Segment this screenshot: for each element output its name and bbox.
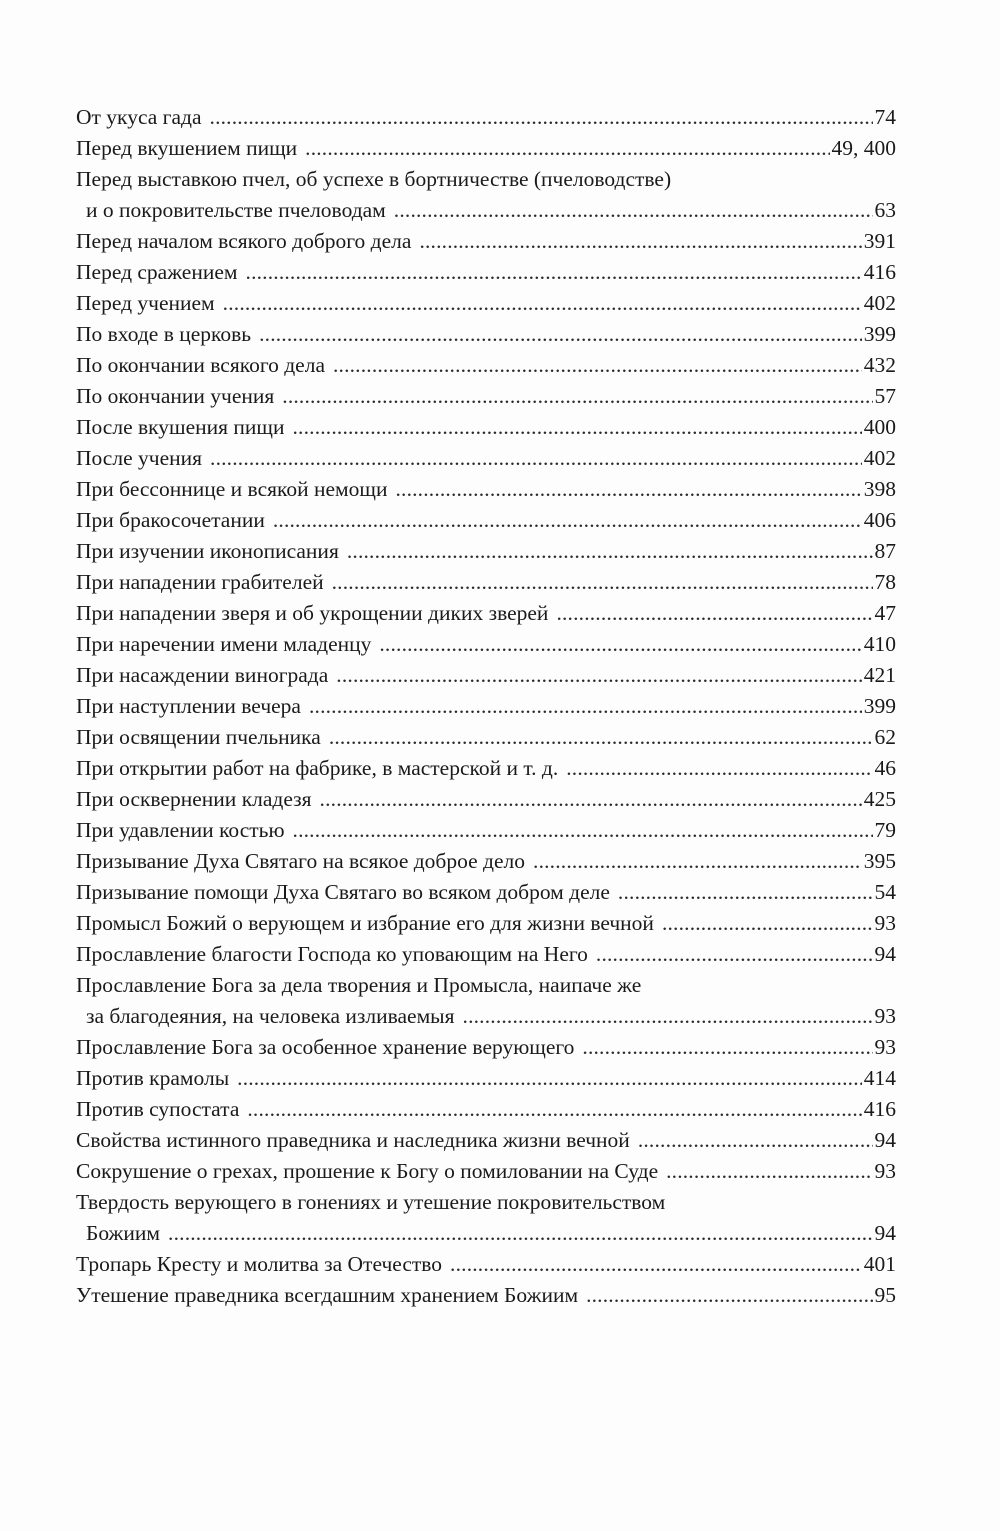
- dot-leader: [662, 908, 873, 939]
- page-number: 54: [874, 880, 896, 904]
- dot-leader: [309, 691, 862, 722]
- page-number: 79: [874, 818, 896, 842]
- dot-leader: [336, 660, 861, 691]
- page-number: 94: [874, 1221, 896, 1245]
- page-number: 399: [863, 322, 896, 346]
- toc-entry-row: [76, 939, 896, 970]
- page-number: 398: [863, 477, 896, 501]
- toc-entry: [76, 970, 896, 1032]
- page-number: 432: [863, 353, 896, 377]
- toc-entry-title-line: При наступлении вечера: [76, 694, 301, 718]
- page-number: 74: [874, 105, 896, 129]
- dot-leader: [223, 288, 862, 319]
- dot-leader: [463, 1001, 873, 1032]
- page-number: 94: [874, 942, 896, 966]
- page-number: 425: [863, 787, 896, 811]
- toc-entry-title-line: При бракосочетании: [76, 508, 265, 532]
- dot-leader: [282, 381, 872, 412]
- page-number: 46: [874, 756, 896, 780]
- toc-entry-row: [76, 1218, 896, 1249]
- page-number: 400: [863, 415, 896, 439]
- dot-leader: [168, 1218, 872, 1249]
- toc-entry-row: [76, 1094, 896, 1125]
- toc-entry-title-line: Перед сражением: [76, 260, 238, 284]
- page-number: 47: [874, 601, 896, 625]
- toc-entry-title-line: При наречении имени младенцу: [76, 632, 372, 656]
- page-number: 49, 400: [831, 136, 896, 160]
- toc-entry-title-line: После учения: [76, 446, 203, 470]
- toc-entry: [76, 1156, 896, 1187]
- toc-entry: [76, 846, 896, 877]
- toc-entry-title-line: Перед выставкою пчел, об успехе в бортничестве (пчеловодстве): [76, 167, 672, 191]
- dot-leader: [320, 784, 862, 815]
- dot-leader: [210, 443, 862, 474]
- dot-leader: [333, 350, 862, 381]
- toc-entry-row: [76, 567, 896, 598]
- toc-entry: [76, 474, 896, 505]
- toc-entry: [76, 288, 896, 319]
- toc-entry: [76, 660, 896, 691]
- toc-entry-row: [76, 1280, 896, 1311]
- toc-entry: [76, 505, 896, 536]
- toc-entry: [76, 722, 896, 753]
- toc-entry: [76, 319, 896, 350]
- page-number: 401: [863, 1252, 896, 1276]
- toc-entry-title-line: При изучении иконописания: [76, 539, 339, 563]
- page-number: 78: [874, 570, 896, 594]
- toc-entry-row: [76, 1156, 896, 1187]
- toc-entry-row: [76, 257, 896, 288]
- dot-leader: [394, 195, 873, 226]
- toc-entry-title-line: По окончании учения: [76, 384, 275, 408]
- toc-entry-row: [76, 877, 896, 908]
- toc-entry-row: [76, 474, 896, 505]
- toc-entry-row: [76, 536, 896, 567]
- dot-leader: [347, 536, 873, 567]
- table-of-contents: [76, 102, 896, 1311]
- toc-entry-title-line: При нападении грабителей: [76, 570, 324, 594]
- toc-entry: [76, 753, 896, 784]
- toc-entry-row: [76, 1063, 896, 1094]
- dot-leader: [556, 598, 872, 629]
- toc-entry: [76, 691, 896, 722]
- dot-leader: [210, 102, 873, 133]
- toc-entry: [76, 1125, 896, 1156]
- toc-entry-row: [76, 195, 896, 226]
- toc-entry-row: [76, 505, 896, 536]
- toc-entry-row: [76, 629, 896, 660]
- toc-entry: [76, 536, 896, 567]
- toc-entry-title-line: Призывание помощи Духа Святаго во всяком добром деле: [76, 880, 610, 904]
- dot-leader: [596, 939, 873, 970]
- toc-entry-title-line: При нападении зверя и об укрощении диких зверей: [76, 601, 549, 625]
- toc-entry-title-line: Промысл Божий о верующем и избрание его для жизни вечной: [76, 911, 654, 935]
- toc-entry-title-line: Против супостата: [76, 1097, 240, 1121]
- toc-entry-row: [76, 598, 896, 629]
- dot-leader: [666, 1156, 872, 1187]
- toc-entry-row: [76, 1001, 896, 1032]
- page-number: 93: [874, 911, 896, 935]
- toc-entry-title-line: Перед учением: [76, 291, 215, 315]
- toc-entry-title-line: Прославление Бога за особенное хранение верующего: [76, 1035, 575, 1059]
- toc-entry: [76, 164, 896, 226]
- page-number: 63: [874, 198, 896, 222]
- dot-leader: [618, 877, 873, 908]
- toc-entry: [76, 257, 896, 288]
- toc-entry: [76, 939, 896, 970]
- toc-entry-title-line: Прославление Бога за дела творения и Промысла, наипаче же: [76, 973, 642, 997]
- toc-entry-title-line: Прославление благости Господа ко уповающим на Него: [76, 942, 588, 966]
- toc-entry-row: [76, 133, 896, 164]
- dot-leader: [582, 1032, 872, 1063]
- toc-entry: [76, 381, 896, 412]
- toc-entry-title-line: Свойства истинного праведника и наследника жизни вечной: [76, 1128, 630, 1152]
- toc-entry: [76, 1094, 896, 1125]
- toc-entry-row: [76, 319, 896, 350]
- toc-entry-title-line: При удавлении костью: [76, 818, 285, 842]
- toc-entry-title-line: По входе в церковь: [76, 322, 252, 346]
- dot-leader: [293, 815, 873, 846]
- toc-entry: [76, 1032, 896, 1063]
- dot-leader: [247, 1094, 861, 1125]
- toc-entry-row: [76, 443, 896, 474]
- toc-entry-title-line: По окончании всякого дела: [76, 353, 325, 377]
- toc-entry: [76, 1187, 896, 1249]
- page-number: 93: [874, 1035, 896, 1059]
- toc-entry: [76, 1063, 896, 1094]
- dot-leader: [419, 226, 861, 257]
- toc-entry: [76, 1280, 896, 1311]
- toc-entry-title-line: Твердость верующего в гонениях и утешение покровительством: [76, 1190, 666, 1214]
- dot-leader: [395, 474, 861, 505]
- page-number: 93: [874, 1004, 896, 1028]
- dot-leader: [305, 133, 829, 164]
- page-number: 402: [863, 446, 896, 470]
- toc-entry-title-line: При бессоннице и всякой немощи: [76, 477, 388, 501]
- page-number: 87: [874, 539, 896, 563]
- page-number: 402: [863, 291, 896, 315]
- toc-entry: [76, 350, 896, 381]
- toc-entry-title-line: При насаждении винограда: [76, 663, 329, 687]
- dot-leader: [638, 1125, 873, 1156]
- page-number: 62: [874, 725, 896, 749]
- dot-leader: [379, 629, 861, 660]
- toc-entry-row: [76, 846, 896, 877]
- dot-leader: [586, 1280, 872, 1311]
- dot-leader: [533, 846, 862, 877]
- toc-entry-row: [76, 815, 896, 846]
- toc-entry: [76, 412, 896, 443]
- toc-entry: [76, 567, 896, 598]
- toc-entry-title-line: и о покровительстве пчеловодам: [86, 198, 386, 222]
- page-number: 93: [874, 1159, 896, 1183]
- page-number: 391: [863, 229, 896, 253]
- toc-entry: [76, 443, 896, 474]
- page-number: 399: [863, 694, 896, 718]
- toc-entry-row: [76, 288, 896, 319]
- toc-entry-row: [76, 350, 896, 381]
- dot-leader: [329, 722, 873, 753]
- toc-entry-title-line: При открытии работ на фабрике, в мастерской и т. д.: [76, 756, 559, 780]
- toc-entry-row: [76, 412, 896, 443]
- toc-entry: [76, 908, 896, 939]
- toc-entry-row: [76, 1032, 896, 1063]
- toc-entry: [76, 1249, 896, 1280]
- toc-entry-title-line: Перед вкушением пищи: [76, 136, 298, 160]
- page-number: 395: [863, 849, 896, 873]
- dot-leader: [293, 412, 862, 443]
- toc-entry-row: [76, 908, 896, 939]
- page-number: 57: [874, 384, 896, 408]
- toc-entry-row: [76, 691, 896, 722]
- toc-entry-title-line: Перед началом всякого доброго дела: [76, 229, 412, 253]
- toc-entry-row: [76, 102, 896, 133]
- toc-entry-title-line: Против крамолы: [76, 1066, 230, 1090]
- page-number: 95: [874, 1283, 896, 1307]
- dot-leader: [259, 319, 862, 350]
- toc-entry-title-line: После вкушения пищи: [76, 415, 285, 439]
- dot-leader: [237, 1063, 862, 1094]
- page-number: 416: [863, 1097, 896, 1121]
- dot-leader: [450, 1249, 862, 1280]
- toc-entry-row: [76, 381, 896, 412]
- toc-entry: [76, 877, 896, 908]
- page-number: 421: [863, 663, 896, 687]
- dot-leader: [273, 505, 862, 536]
- toc-entry-title-line: за благодеяния, на человека изливаемыя: [86, 1004, 455, 1028]
- toc-entry: [76, 784, 896, 815]
- toc-entry: [76, 629, 896, 660]
- toc-entry: [76, 133, 896, 164]
- toc-entry-row: [76, 722, 896, 753]
- toc-entry: [76, 815, 896, 846]
- toc-entry: [76, 226, 896, 257]
- toc-entry: [76, 598, 896, 629]
- page-number: 410: [863, 632, 896, 656]
- toc-entry-title-line: Тропарь Кресту и молитва за Отечество: [76, 1252, 443, 1276]
- toc-entry-row: [76, 660, 896, 691]
- page-number: 94: [874, 1128, 896, 1152]
- toc-entry-title-line: Сокрушение о грехах, прошение к Богу о помиловании на Суде: [76, 1159, 659, 1183]
- toc-entry-row: [76, 1249, 896, 1280]
- toc-entry-row: [76, 226, 896, 257]
- page-number: 406: [863, 508, 896, 532]
- dot-leader: [246, 257, 862, 288]
- toc-entry-title-line: Призывание Духа Святаго на всякое доброе дело: [76, 849, 526, 873]
- toc-entry-title-line: Божиим: [86, 1221, 161, 1245]
- toc-entry: [76, 102, 896, 133]
- dot-leader: [332, 567, 873, 598]
- toc-entry-title-line: От укуса гада: [76, 105, 202, 129]
- page-number: 414: [863, 1066, 896, 1090]
- page-number: 416: [863, 260, 896, 284]
- toc-entry-title-line: При осквернении кладезя: [76, 787, 312, 811]
- toc-entry-row: [76, 753, 896, 784]
- toc-entry-title-line: Утешение праведника всегдашним хранением Божиим: [76, 1283, 579, 1307]
- toc-entry-row: [76, 1125, 896, 1156]
- dot-leader: [566, 753, 872, 784]
- toc-entry-title-line: При освящении пчельника: [76, 725, 321, 749]
- toc-entry-row: [76, 784, 896, 815]
